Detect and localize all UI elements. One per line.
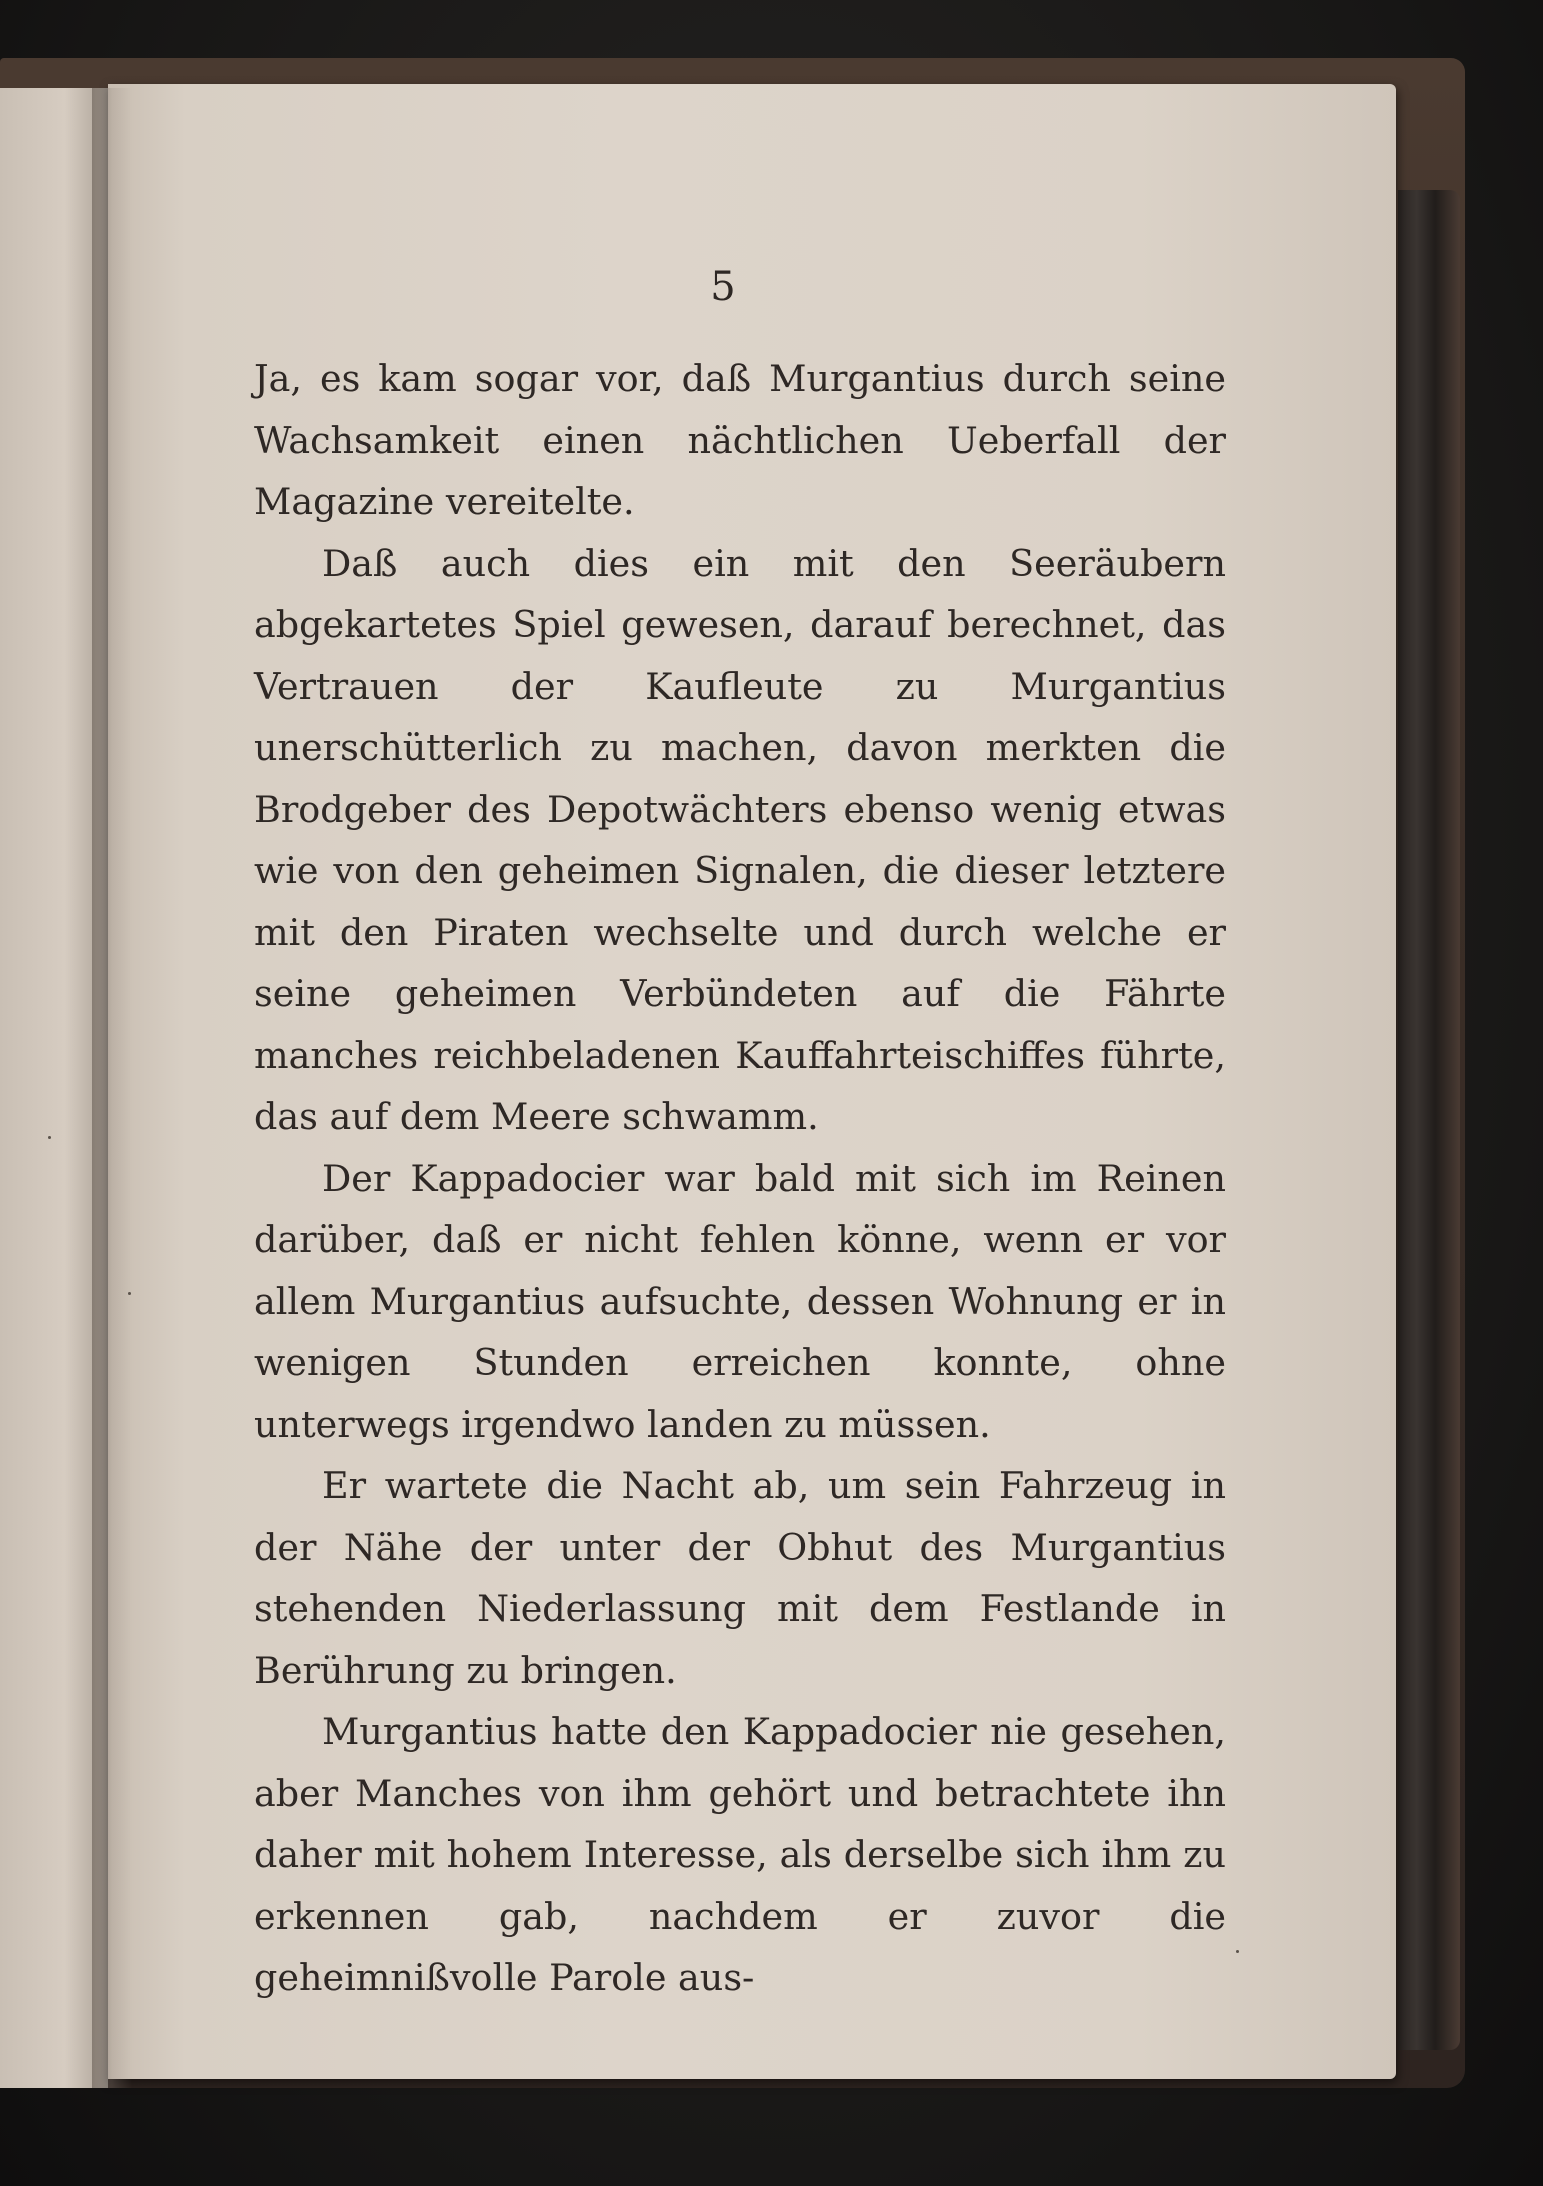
book-cover-edge [1398,190,1460,2050]
page-number: 5 [710,264,736,310]
paragraph: Er wartete die Nacht ab, um sein Fahrzeug in der Nähe der unter der Obhut des Murgantius stehenden Niederlassung mit dem Festlande in Berührung zu bringen. [254,1464,1226,1692]
page-text [254,348,1226,2009]
paragraph: Daß auch dies ein mit den Seeräubern abgekartetes Spiel gewesen, darauf berechnet, das Vertrauen der Kaufleute zu Murgantius unerschütterlich zu machen, davon merkten die Brodgeber des Depotwächters ebenso wenig etwas wie von den geheimen Signalen, die dieser letztere mit den Piraten wechselte und durch welche er seine geheimen Verbündeten auf die Fährte manches reichbeladenen Kauffahrteischiffes führte, das auf dem Meere schwamm. [254,541,1226,1138]
paragraph: Murgantius hatte den Kappadocier nie gesehen, aber Manches von ihm gehört und betrachtete ihn daher mit hohem Interesse, als derselbe sich ihm zu erkennen gab, nachdem er zuvor die geheimnißvolle Parole aus- [254,1710,1226,1999]
paragraph: Ja, es kam sogar vor, daß Murgantius durch seine Wachsamkeit einen nächtlichen Ueberfall der Magazine vereitelte. [254,357,1226,523]
paper-speck [1236,1950,1239,1953]
paragraph: Der Kappadocier war bald mit sich im Reinen darüber, daß er nicht fehlen könne, wenn er vor allem Murgantius aufsuchte, dessen Wohnung er in wenigen Stunden erreichen konnte, ohne unterwegs irgendwo landen zu müssen. [254,1156,1226,1446]
page-gutter-shadow [92,88,132,2088]
paper-speck [128,1292,131,1295]
paper-speck [48,1136,51,1139]
